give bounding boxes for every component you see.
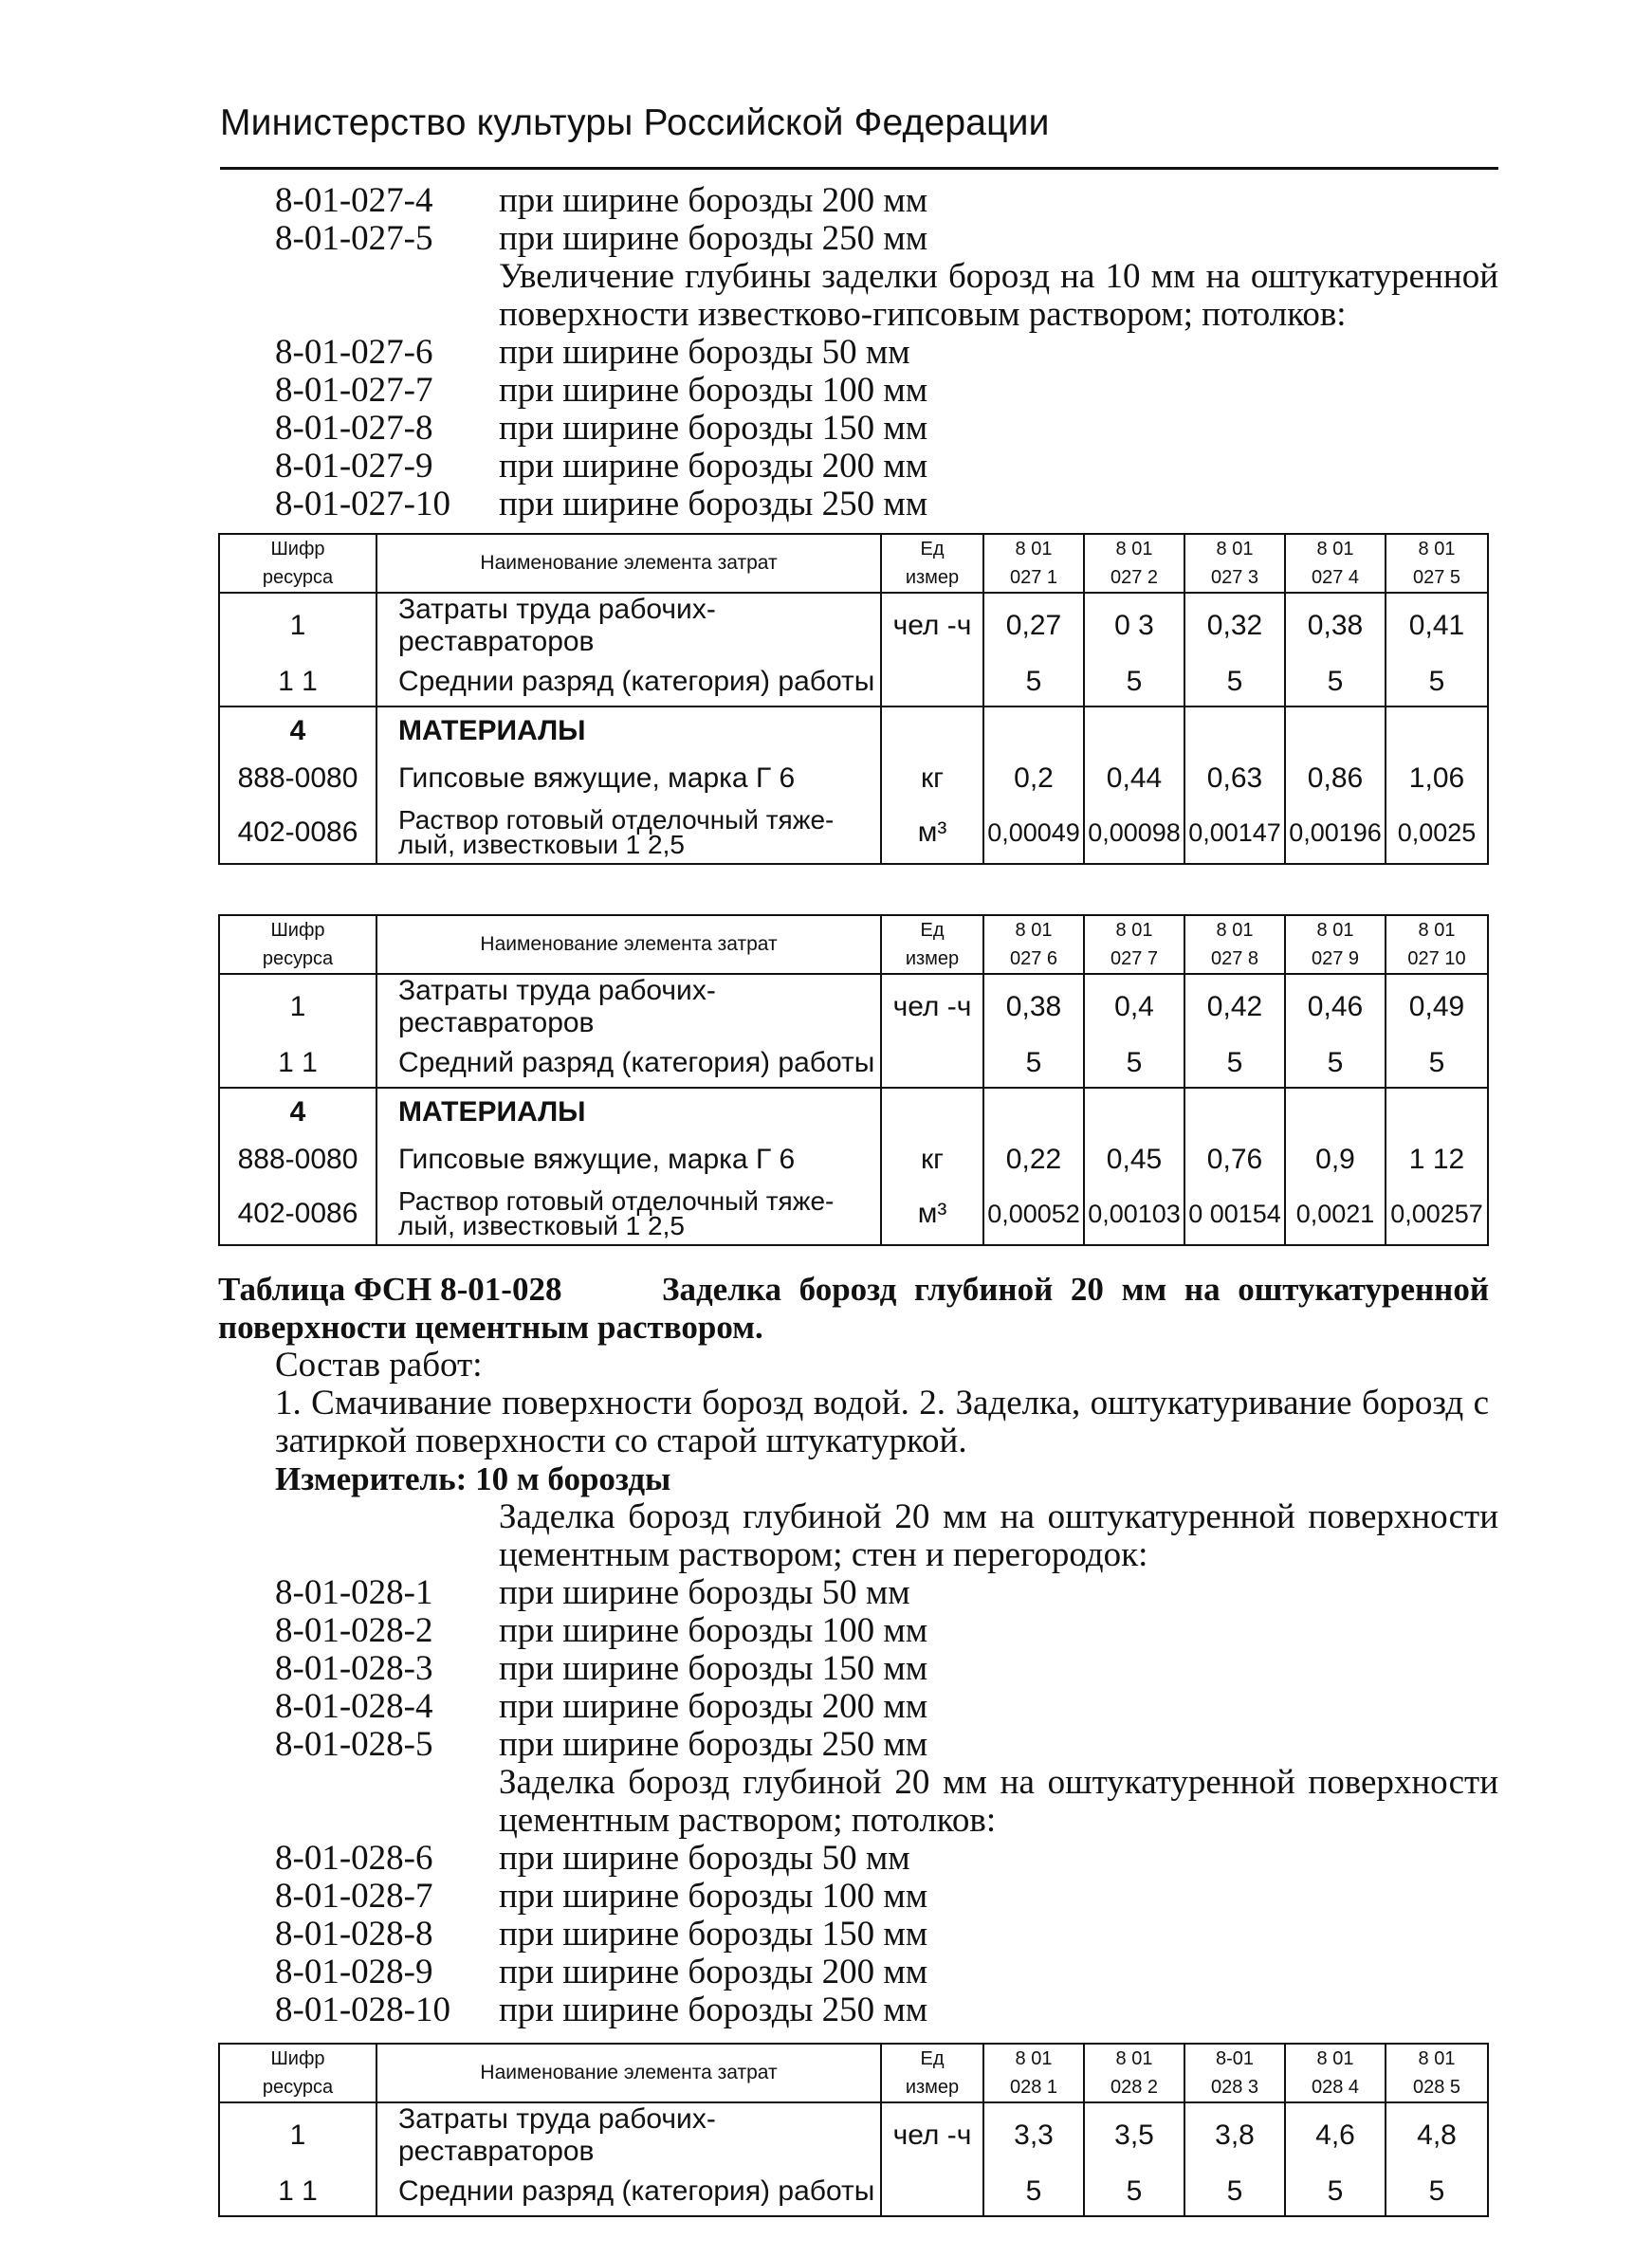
item-desc: при ширине борозды 200 мм: [499, 181, 928, 220]
item-desc: при ширине борозды 250 мм: [499, 1991, 928, 2029]
header-name: Наименование элемента затрат: [376, 915, 881, 974]
cell-unit: [881, 706, 983, 755]
item-code: 8-01-028-4: [275, 1687, 433, 1726]
header-code: Шифр ресурса: [219, 534, 376, 593]
work-label: Состав работ:: [275, 1346, 483, 1385]
cell-code: 888-0080: [219, 755, 376, 802]
cell-unit: чел -ч: [881, 974, 983, 1039]
list-item: [275, 1688, 1498, 1726]
item-code: 8-01-027-4: [275, 181, 433, 220]
item-desc: при ширине борозды 150 мм: [499, 409, 928, 448]
cell-name: Гипсовые вяжущие, марка Г 6: [376, 755, 881, 802]
cell-value: 4,6: [1285, 2102, 1386, 2168]
item-code: 8-01-027-8: [275, 409, 433, 448]
item-desc: при ширине борозды 150 мм: [499, 1915, 928, 1954]
cell-name: МАТЕРИАЛЫ: [376, 1088, 881, 1136]
section-paragraph: Увеличение глубины заделки борозд на 10 мм на оштукатуренной поверхности известково-гипсовым раствором; потолков:: [499, 257, 1498, 334]
cell-name: Гипсовые вяжущие, марка Г 6: [376, 1136, 881, 1184]
cell-value: 0,00103: [1084, 1184, 1184, 1245]
cell-value: 0,42: [1184, 974, 1285, 1039]
cell-value: 0,38: [1285, 593, 1386, 658]
cell-value: 3,5: [1084, 2102, 1184, 2168]
header-col: 8 01 027 9: [1285, 915, 1386, 974]
cell-unit: кг: [881, 1136, 983, 1184]
item-code: 8-01-027-9: [275, 447, 433, 486]
cell-value: 0,0021: [1285, 1184, 1386, 1245]
cell-value: 0,4: [1084, 974, 1184, 1039]
table-row: [219, 706, 1488, 755]
cell-name: Среднии разряд (категория) работы: [376, 658, 881, 706]
header-col: 8 01 028 5: [1386, 2044, 1488, 2102]
list-item: [275, 1954, 1498, 1991]
item-code: 8-01-027-10: [275, 485, 450, 523]
list-item: [275, 1991, 1498, 2029]
item-code: 8-01-028-8: [275, 1915, 433, 1954]
cell-value: [1386, 706, 1488, 755]
header-code: Шифр ресурса: [219, 2044, 376, 2102]
table-row: [219, 802, 1488, 864]
cell-value: 0,2: [983, 755, 1084, 802]
table-row: [219, 593, 1488, 658]
list-item: [275, 486, 1498, 523]
header-unit: Ед измер: [881, 534, 983, 593]
list-item: [275, 334, 1498, 372]
header-col: 8 01 027 3: [1184, 534, 1285, 593]
cell-value: 4,8: [1386, 2102, 1488, 2168]
cell-value: [983, 1088, 1084, 1136]
header-code: Шифр ресурса: [219, 915, 376, 974]
header-col: 8 01 027 5: [1386, 534, 1488, 593]
cell-unit: [881, 658, 983, 706]
cell-name: Затраты труда рабочих-реставраторов: [376, 974, 881, 1039]
cell-unit: [881, 2168, 983, 2216]
cell-name: Раствор готовый отделочный тяже- лый, известковый 1 2,5: [376, 1184, 881, 1245]
cell-value: 5: [1184, 1039, 1285, 1088]
item-desc: при ширине борозды 250 мм: [499, 485, 928, 523]
header-col: 8 01 027 1: [983, 534, 1084, 593]
cell-value: [1184, 706, 1285, 755]
list-item: [275, 372, 1498, 410]
cell-value: [1084, 1088, 1184, 1136]
list-item: [275, 1840, 1498, 1878]
cell-value: 5: [1084, 1039, 1184, 1088]
cell-name: Среднии разряд (категория) работы: [376, 2168, 881, 2216]
cell-value: 0,44: [1084, 755, 1184, 802]
item-desc: при ширине борозды 250 мм: [499, 1725, 928, 1764]
header-name: Наименование элемента затрат: [376, 2044, 881, 2102]
header-col: 8-01 028 3: [1184, 2044, 1285, 2102]
header-col: 8 01 028 2: [1084, 2044, 1184, 2102]
item-code: 8-01-028-10: [275, 1991, 450, 2029]
cell-value: 1,06: [1386, 755, 1488, 802]
header-col: 8 01 027 2: [1084, 534, 1184, 593]
cell-value: [1184, 1088, 1285, 1136]
cell-value: 5: [1084, 2168, 1184, 2216]
list-item: [275, 220, 1498, 258]
item-code: 8-01-028-3: [275, 1649, 433, 1688]
item-desc: при ширине борозды 200 мм: [499, 1953, 928, 1991]
cell-name: Затраты труда рабочих-реставраторов: [376, 593, 881, 658]
item-code: 8-01-028-1: [275, 1573, 433, 1612]
table-row: [219, 755, 1488, 802]
table-row: [219, 2168, 1488, 2216]
cell-value: 5: [983, 1039, 1084, 1088]
cell-value: [1084, 706, 1184, 755]
list-item: [275, 1878, 1498, 1916]
running-header: Министерство культуры Российской Федерации: [220, 102, 1050, 143]
cell-unit: [881, 1039, 983, 1088]
cell-unit: м³: [881, 1184, 983, 1245]
item-desc: при ширине борозды 50 мм: [499, 1573, 910, 1612]
cell-value: 0,63: [1184, 755, 1285, 802]
cell-value: 0,86: [1285, 755, 1386, 802]
cell-value: 0,00052: [983, 1184, 1084, 1245]
cell-value: 0,0025: [1386, 802, 1488, 864]
cost-table-027-1-5: [218, 533, 1489, 865]
cost-table-028-1-5: [218, 2043, 1489, 2217]
list-item: [275, 1916, 1498, 1954]
cell-value: 5: [983, 658, 1084, 706]
cell-code: 1: [219, 974, 376, 1039]
table-row: [219, 1184, 1488, 1245]
code-list-028: [275, 1498, 1498, 2029]
cell-value: 5: [1285, 658, 1386, 706]
table-title-line1: Заделка борозд глубиной 20 мм на оштукатуренной: [662, 1271, 1489, 1308]
cell-value: 5: [1184, 658, 1285, 706]
table-row: [219, 1088, 1488, 1136]
cell-unit: кг: [881, 755, 983, 802]
cell-value: 0,32: [1184, 593, 1285, 658]
item-desc: при ширине борозды 200 мм: [499, 1687, 928, 1726]
list-item: [275, 1612, 1498, 1650]
header-col: 8 01 028 1: [983, 2044, 1084, 2102]
cell-value: 5: [1084, 658, 1184, 706]
cell-code: 1 1: [219, 2168, 376, 2216]
cell-code: 4: [219, 1088, 376, 1136]
item-desc: при ширине борозды 250 мм: [499, 219, 928, 258]
table-row: [219, 2102, 1488, 2168]
cell-value: 0,38: [983, 974, 1084, 1039]
item-desc: при ширине борозды 100 мм: [499, 1877, 928, 1916]
item-code: 8-01-027-7: [275, 371, 433, 410]
code-list-027-walls: [275, 182, 1498, 523]
measure-unit: Измеритель: 10 м борозды: [275, 1460, 671, 1497]
cell-value: 0,00196: [1285, 802, 1386, 864]
cell-value: 3,8: [1184, 2102, 1285, 2168]
table-row: [219, 1039, 1488, 1088]
cell-value: 0,46: [1285, 974, 1386, 1039]
cell-value: 5: [1285, 1039, 1386, 1088]
item-desc: при ширине борозды 100 мм: [499, 1611, 928, 1650]
list-item: [275, 1726, 1498, 1764]
cell-code: 402-0086: [219, 802, 376, 864]
table-row: [219, 658, 1488, 706]
cell-value: 5: [1184, 2168, 1285, 2216]
cell-name: Раствор готовый отделочный тяже- лый, известковыи 1 2,5: [376, 802, 881, 864]
item-code: 8-01-027-5: [275, 219, 433, 258]
cell-code: 1: [219, 2102, 376, 2168]
item-code: 8-01-027-6: [275, 333, 433, 372]
cell-code: 1: [219, 593, 376, 658]
cell-value: 0,76: [1184, 1136, 1285, 1184]
cell-value: 0,00049: [983, 802, 1084, 864]
table-row: [219, 1136, 1488, 1184]
item-desc: при ширине борозды 200 мм: [499, 447, 928, 486]
cell-value: [1285, 706, 1386, 755]
cell-unit: чел -ч: [881, 2102, 983, 2168]
header-col: 8 01 027 7: [1084, 915, 1184, 974]
item-code: 8-01-028-6: [275, 1839, 433, 1878]
list-item: [275, 182, 1498, 220]
item-desc: при ширине борозды 50 мм: [499, 333, 910, 372]
header-unit: Ед измер: [881, 2044, 983, 2102]
header-rule: [220, 167, 1498, 170]
cell-code: 4: [219, 706, 376, 755]
cell-value: 0,41: [1386, 593, 1488, 658]
item-code: 8-01-028-9: [275, 1953, 433, 1991]
cell-unit: чел -ч: [881, 593, 983, 658]
header-col: 8 01 027 8: [1184, 915, 1285, 974]
cell-value: 0,00098: [1084, 802, 1184, 864]
cell-value: 0,9: [1285, 1136, 1386, 1184]
cell-value: [983, 706, 1084, 755]
header-col: 8 01 028 4: [1285, 2044, 1386, 2102]
cell-code: 402-0086: [219, 1184, 376, 1245]
table-row: [219, 974, 1488, 1039]
table-header-row: [219, 915, 1488, 974]
cell-value: 0 00154: [1184, 1184, 1285, 1245]
cell-value: 0,22: [983, 1136, 1084, 1184]
cell-name: Затраты труда рабочих-реставраторов: [376, 2102, 881, 2168]
list-item: [275, 448, 1498, 486]
cell-value: [1386, 1088, 1488, 1136]
list-item: [275, 1574, 1498, 1612]
work-description: 1. Смачивание поверхности борозд водой. 2. Заделка, оштукатуривание борозд с затиркой поверхности со старой штукатуркой.: [275, 1384, 1489, 1460]
header-unit: Ед измер: [881, 915, 983, 974]
cell-code: 888-0080: [219, 1136, 376, 1184]
cell-name: МАТЕРИАЛЫ: [376, 706, 881, 755]
cell-value: 5: [1386, 2168, 1488, 2216]
cell-name: Средний разряд (категория) работы: [376, 1039, 881, 1088]
cell-value: 5: [1386, 1039, 1488, 1088]
cell-value: 0,00147: [1184, 802, 1285, 864]
table-number: Таблица ФСН 8-01-028: [218, 1271, 562, 1308]
cell-value: 1 12: [1386, 1136, 1488, 1184]
cell-value: 0,49: [1386, 974, 1488, 1039]
table-header-row: [219, 534, 1488, 593]
cell-code: 1 1: [219, 1039, 376, 1088]
cost-table-027-6-10: [218, 914, 1489, 1246]
item-code: 8-01-028-5: [275, 1725, 433, 1764]
cell-unit: м³: [881, 802, 983, 864]
header-col: 8 01 027 6: [983, 915, 1084, 974]
section-paragraph: Заделка борозд глубиной 20 мм на оштукатуренной поверхности цементным раствором; потолков:: [499, 1763, 1498, 1840]
cell-value: 5: [983, 2168, 1084, 2216]
cell-value: 5: [1386, 658, 1488, 706]
table-title-line2: поверхности цементным раствором.: [218, 1309, 763, 1346]
header-col: 8 01 027 4: [1285, 534, 1386, 593]
cell-value: 0,27: [983, 593, 1084, 658]
cell-unit: [881, 1088, 983, 1136]
cell-value: 0,45: [1084, 1136, 1184, 1184]
item-desc: при ширине борозды 150 мм: [499, 1649, 928, 1688]
header-name: Наименование элемента затрат: [376, 534, 881, 593]
cell-value: 3,3: [983, 2102, 1084, 2168]
table-title: [218, 1271, 1489, 1347]
cell-value: [1285, 1088, 1386, 1136]
item-desc: при ширине борозды 50 мм: [499, 1839, 910, 1878]
cell-value: 5: [1285, 2168, 1386, 2216]
cell-value: 0,00257: [1386, 1184, 1488, 1245]
item-code: 8-01-028-7: [275, 1877, 433, 1916]
list-item: [275, 410, 1498, 448]
section-paragraph: Заделка борозд глубиной 20 мм на оштукатуренной поверхности цементным раствором; стен и перегородок:: [499, 1497, 1498, 1574]
cell-code: 1 1: [219, 658, 376, 706]
cell-value: 0 3: [1084, 593, 1184, 658]
header-col: 8 01 027 10: [1386, 915, 1488, 974]
item-code: 8-01-028-2: [275, 1611, 433, 1650]
list-item: [275, 1650, 1498, 1688]
table-header-row: [219, 2044, 1488, 2102]
item-desc: при ширине борозды 100 мм: [499, 371, 928, 410]
